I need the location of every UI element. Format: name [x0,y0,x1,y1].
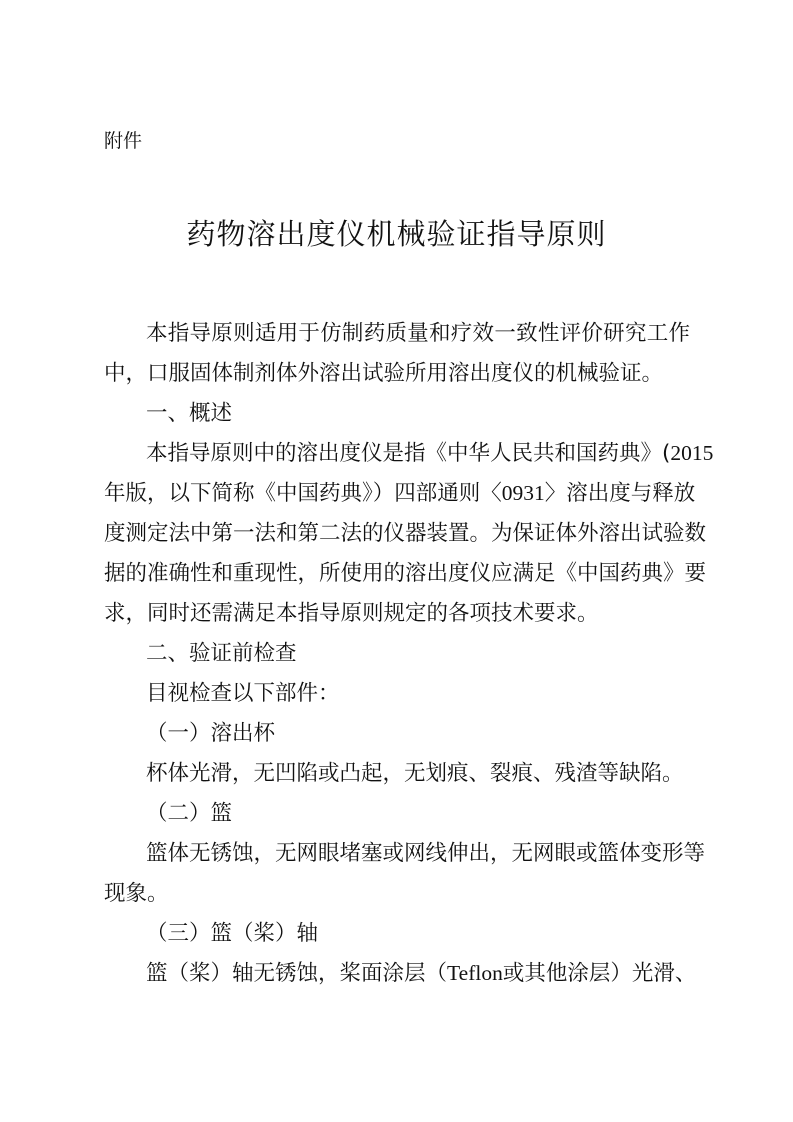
subsection-vessel: （一）溶出杯 [146,721,276,746]
attachment-label: 附件 [104,130,143,152]
overview-line-2-text-c: 〉溶出度与释放 [544,481,696,506]
intro-line-1: 本指导原则适用于仿制药质量和疗效一致性评价研究工作 [146,321,690,346]
overview-line-1-text: 本指导原则中的溶出度仪是指《中华人民共和国药典》( [146,441,671,466]
precheck-intro: 目视检查以下部件： [146,681,340,706]
coating-name: Teflon [447,961,503,985]
overview-line-2-text-a: 年版，以下简称《中国药典》）四部通则〈 [104,481,502,506]
subsection-basket: （二）篮 [146,801,233,826]
overview-line-5: 求，同时还需满足本指导原则规定的各项技术要求。 [104,601,599,626]
overview-line-2 [104,476,696,507]
intro-line-2: 中，口服固体制剂体外溶出试验所用溶出度仪的机械验证。 [104,361,664,386]
vessel-body: 杯体光滑，无凹陷或凸起，无划痕、裂痕、残渣等缺陷。 [146,761,684,786]
basket-body-line-1: 篮体无锈蚀，无网眼堵塞或网线伸出，无网眼或篮体变形等 [146,841,706,866]
shaft-body-text-c: 或其他涂层）光滑、 [502,961,697,986]
pharmacopoeia-year: 2015 [670,441,714,465]
overview-line-1 [146,436,714,467]
overview-line-4: 据的准确性和重现性，所使用的溶出度仪应满足《中国药典》要 [104,561,707,586]
basket-body-line-2: 现象。 [104,881,169,906]
section-heading-precheck: 二、验证前检查 [146,641,297,666]
shaft-body-text-a: 篮（桨）轴无锈蚀，桨面涂层（ [146,961,448,986]
subsection-shaft: （三）篮（桨）轴 [146,921,319,946]
shaft-body-line-1 [146,956,697,987]
general-chapter-number: 0931 [501,481,545,505]
overview-line-3: 度测定法中第一法和第二法的仪器装置。为保证体外溶出试验数 [104,521,707,546]
section-heading-overview: 一、概述 [146,401,233,426]
document-title: 药物溶出度仪机械验证指导原则 [186,217,607,251]
